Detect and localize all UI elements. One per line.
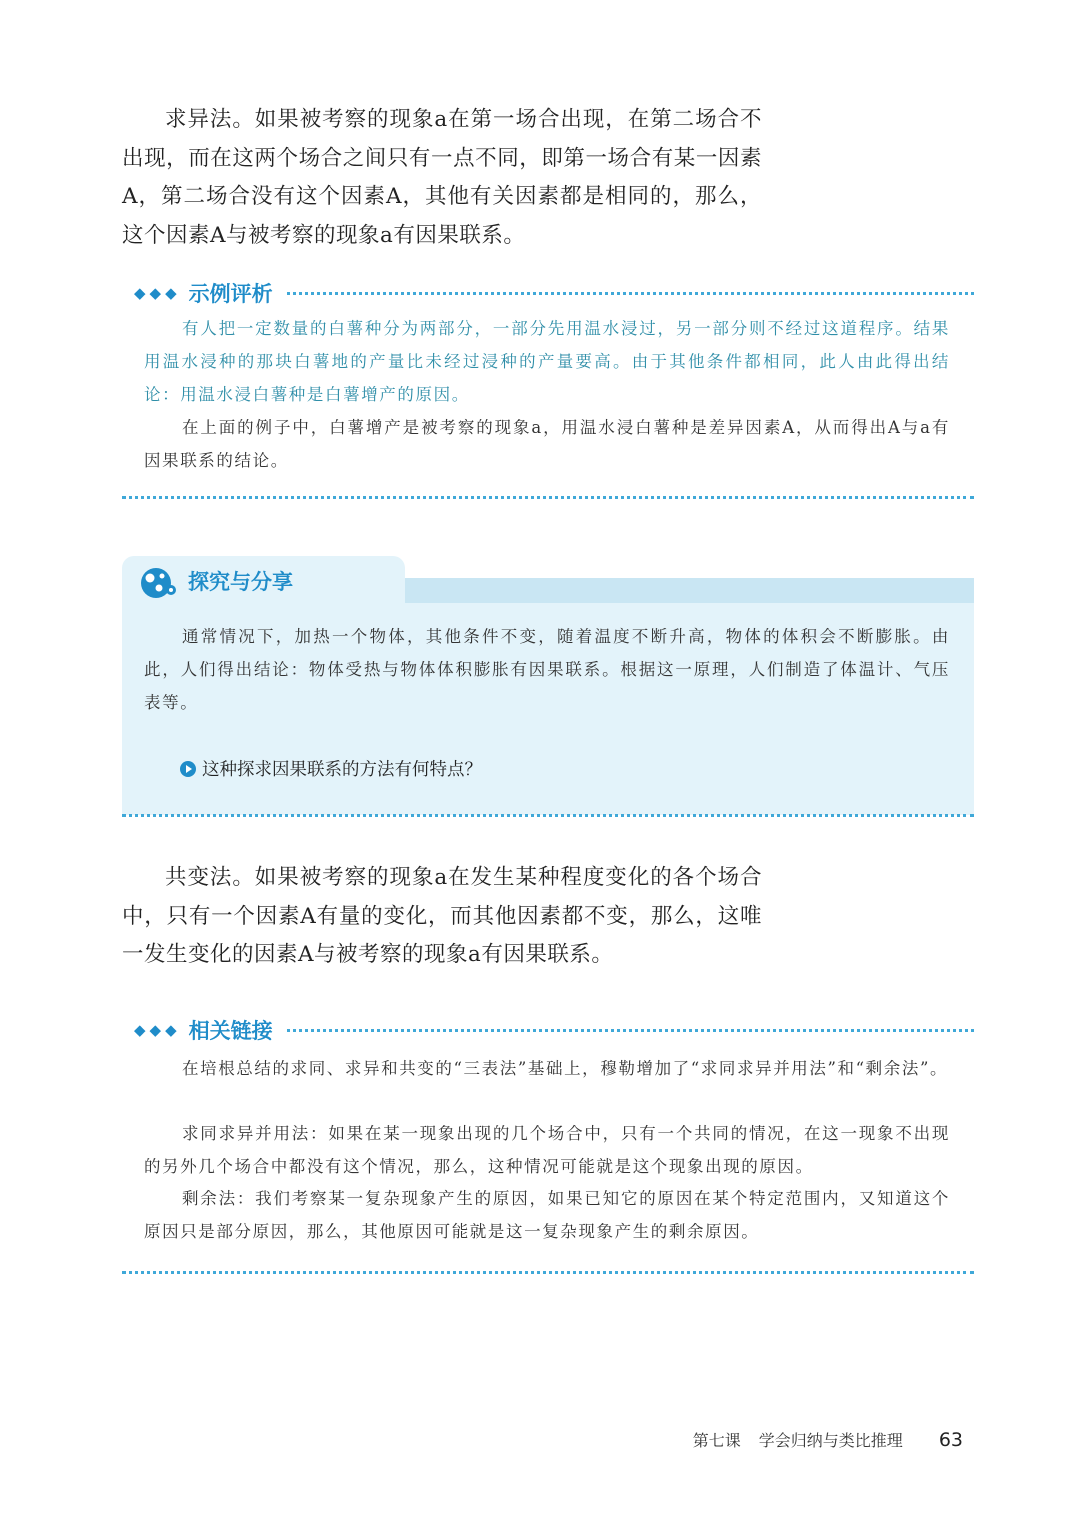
- page-footer: [693, 1428, 963, 1451]
- related-intro-text: 在培根总结的求同、求异和共变的“三表法”基础上，穆勒增加了“求同求异并用法”和“剩余法”。: [182, 1059, 949, 1078]
- method-concomitant-paragraph: 共变法。如果被考察的现象a在发生某种程度变化的各个场合中，只有一个因素A有量的变化，而其他因素都不变，那么，这唯一发生变化的因素A与被考察的现象a有因果联系。: [122, 865, 762, 967]
- example-section-header: [134, 279, 974, 307]
- explore-question-text: 这种探求因果联系的方法有何特点？: [202, 760, 482, 780]
- dotted-divider: [287, 1029, 974, 1032]
- explore-bubbles-icon: [138, 563, 178, 603]
- explore-share-text: 通常情况下，加热一个物体，其他条件不变，随着温度不断升高，物体的体积会不断膨胀。由此，人们得出结论：物体受热与物体体积膨胀有因果联系。根据这一原理，人们制造了体温计、气压表等。: [144, 627, 950, 712]
- footer-chapter-title: 学会归纳与类比推理: [758, 1431, 903, 1450]
- footer-lesson: 第七课: [692, 1431, 741, 1450]
- explore-share-title: 探究与分享: [188, 570, 293, 594]
- example-section-bottom-divider: [122, 496, 974, 499]
- example-analysis-text: 在上面的例子中，白薯增产是被考察的现象a，用温水浸白薯种是差异因素A，从而得出A与a有因果联系的结论。: [144, 418, 950, 470]
- explore-header-strip: [405, 578, 974, 603]
- method-difference-paragraph: 求异法。如果被考察的现象a在第一场合出现，在第二场合不出现，而在这两个场合之间只有一点不同，即第一场合有某一因素A，第二场合没有这个因素A，其他有关因素都是相同的，那么，这个因素A与被考察的现象a有因果联系。: [122, 107, 762, 248]
- example-case-text: 有人把一定数量的白薯种分为两部分，一部分先用温水浸过，另一部分则不经过这道程序。结果用温水浸种的那块白薯地的产量比未经过浸种的产量要高。由于其他条件都相同，此人由此得出结论：用温水浸白薯种是白薯增产的原因。: [144, 319, 950, 404]
- related-bottom-divider: [122, 1271, 974, 1274]
- diamond-bullets-icon: ◆◆◆: [134, 1021, 181, 1039]
- related-section-title: 相关链接: [188, 1019, 273, 1043]
- explore-bottom-divider: [122, 814, 974, 817]
- play-arrow-icon: [180, 761, 196, 777]
- related-section-header: [134, 1016, 974, 1044]
- explore-question: [180, 756, 482, 781]
- example-section-title: 示例评析: [188, 282, 273, 306]
- page-number: 63: [938, 1429, 963, 1451]
- dotted-divider: [287, 292, 974, 295]
- diamond-bullets-icon: ◆◆◆: [134, 284, 181, 302]
- related-joint-method-text: 求同求异并用法：如果在某一现象出现的几个场合中，只有一个共同的情况，在这一现象不出现的另外几个场合中都没有这个情况，那么，这种情况可能就是这个现象出现的原因。: [144, 1124, 950, 1176]
- related-residue-method-text: 剩余法：我们考察某一复杂现象产生的原因，如果已知它的原因在某个特定范围内，又知道这个原因只是部分原因，那么，其他原因可能就是这一复杂现象产生的剩余原因。: [144, 1189, 950, 1241]
